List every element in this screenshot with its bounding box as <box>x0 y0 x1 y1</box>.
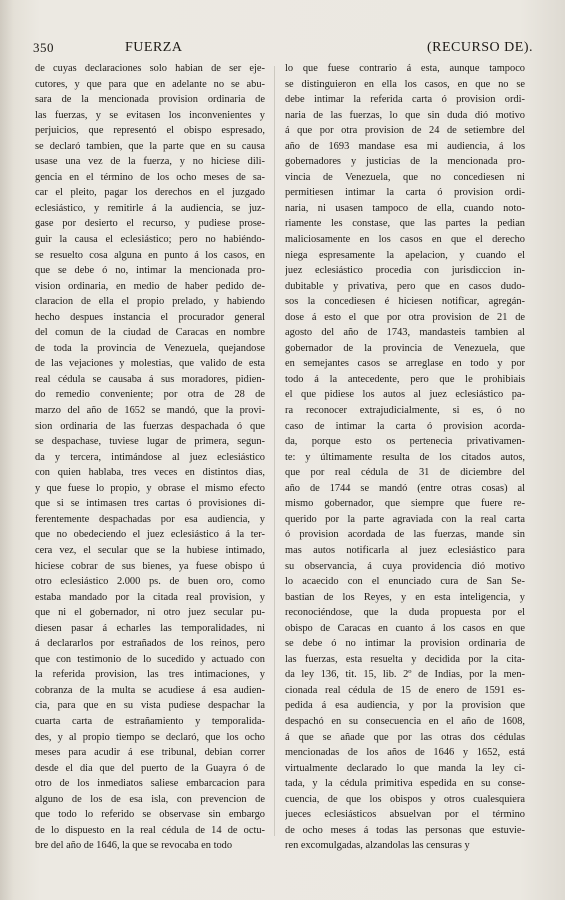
text-line: hiciese cobrar de sus bienes, ya fuese obispo ú <box>35 560 265 572</box>
text-line: del comun de la ciudad de Caracas en nombre <box>35 327 265 339</box>
text-line: año de 1693 mandase esa mi audiencia, á los <box>285 140 525 152</box>
text-line: con quien hablaba, tres veces en distintos dias, <box>35 467 265 479</box>
text-line: naria, ni usasen tampoco de ella, cuando noto- <box>285 202 525 214</box>
text-line: se resuelto cosa alguna en punto á los casos, en <box>35 249 265 261</box>
text-line: ó provision acordada de las fuerzas, mande sin <box>285 529 525 541</box>
text-line: se debe ó no intimar la provision ordinaria de <box>285 638 525 650</box>
text-line: dubitable y privativa, pero que en casos dudo- <box>285 280 525 292</box>
page-header <box>33 40 533 58</box>
text-line: reconociéndose, que la duda propuesta por el <box>285 607 525 619</box>
text-line: agosto del año de 1743, mandasteis tambien al <box>285 327 525 339</box>
text-line: su observancia, á cuya providencia dió motivo <box>285 560 525 572</box>
right-text-column <box>285 61 525 854</box>
text-line: diesen pasar á echarles las temporalidades, ni <box>35 622 265 634</box>
text-line: perjuicios, que representó el obispo espresado, <box>35 125 265 137</box>
text-line: que si se intimasen tres cartas ó provisiones di- <box>35 498 265 510</box>
text-line: juez eclesiástico procedia con jurisdiccion in- <box>285 265 525 277</box>
text-line: naria de las fuerzas, lo que sin duda dió motivo <box>285 109 525 121</box>
text-line: vision ordinaria, en medio de haber pedido de- <box>35 280 265 292</box>
text-line: querido por la parte agraviada con la real carta <box>285 513 525 525</box>
text-line: jueces eclesiásticos absuelvan por el término <box>285 809 525 821</box>
text-line: da, porque esto os pertenecia privativamen- <box>285 436 525 448</box>
text-line: despachó en su consecuencia en el año de 1608, <box>285 715 525 727</box>
text-line: año de 1744 se mandó (entre otras cosas) al <box>285 482 525 494</box>
text-line: dose á esto el que por otra provision de 21 de <box>285 311 525 323</box>
text-line: tada, y la cédula primitiva espedida en su conse- <box>285 778 525 790</box>
column-divider <box>274 66 275 836</box>
page-number: 350 <box>33 40 54 55</box>
text-line: que todo lo referido se observase sin embargo <box>35 809 265 821</box>
text-line: marzo del año de 1652 se mandó, que la provi- <box>35 405 265 417</box>
text-line: ferentemente despachadas por esa audiencia, y <box>35 513 265 525</box>
text-line: que con testimonio de lo sucedido y actuado con <box>35 653 265 665</box>
text-line: alguno de los de esa isla, con prevencion de <box>35 793 265 805</box>
text-line: á que se añade que por las otras dos cédulas <box>285 731 525 743</box>
running-title: FUERZA <box>125 40 183 55</box>
text-line: se distinguieron en ella los casos, en que no se <box>285 78 525 90</box>
text-line: que por real cédula de 31 de diciembre del <box>285 467 525 479</box>
text-line: da ley 136, tit. 15, lib. 2º de Indias, por la men- <box>285 669 525 681</box>
text-line: gencia en el término de los ocho meses de sa- <box>35 171 265 183</box>
text-line: claracion de ella el propio prelado, y habiendo <box>35 296 265 308</box>
text-line: mismo gobernador, que siempre que fuere re- <box>285 498 525 510</box>
text-line: mas autos notificarla al juez eclesiástico para <box>285 544 525 556</box>
text-line: virtualmente declarado lo que manda la ley ci- <box>285 762 525 774</box>
text-line: bre del año de 1646, la que se revocaba en todo <box>35 840 233 852</box>
text-line: la referida provision, las tres intimaciones, y <box>35 669 265 681</box>
text-line: mencionadas de los años de 1646 y 1652, está <box>285 747 525 759</box>
text-line: ra reconocer extrajudicialmente, si es, ó no <box>285 405 525 417</box>
text-line: real cédula se causaba á sus moradores, pidien- <box>35 373 265 385</box>
section-title: (RECURSO DE). <box>426 40 533 55</box>
text-line: riamente les constase, que las partes la pedian <box>285 218 525 230</box>
text-line: á declararlos por estrañados de los reinos, pero <box>35 638 265 650</box>
text-line: de las vejaciones y molestias, que valido de esta <box>35 358 265 370</box>
text-line: ren excomulgadas, alzandolas las censuras y <box>285 840 470 852</box>
text-line: sos la concediesen é hiciesen notificar, agregán- <box>285 296 525 308</box>
text-line: des, y al propio tiempo se declaró, que los ocho <box>35 731 265 743</box>
text-line: y que fuese lo propio, y obrase el mismo efecto <box>35 482 265 494</box>
text-line: de ocho meses á todas las personas que estuvie- <box>285 824 525 836</box>
text-line: desde el dia que del puerto de la Guayra ó de <box>35 762 265 774</box>
text-line: caso de intimar la carta ó provision acorda- <box>285 420 525 432</box>
text-line: da y tercera, intimándose al juez eclesiástico <box>35 451 265 463</box>
text-line: cobranza de la multa se acudiese á esa audien- <box>35 684 265 696</box>
text-line: bastian de los Reyes, y en esta inteligencia, y <box>285 591 525 603</box>
text-line: cuarta carta de estrañamiento y temporalida- <box>35 715 265 727</box>
text-line: niega espresamente la apelacion, y cuando el <box>285 249 525 261</box>
text-line: sion ordinaria de las fuerzas despachada ó que <box>35 420 265 432</box>
text-line: lo acaecido con el enunciado cura de San Se- <box>285 576 525 588</box>
text-line: debe intimar la referida carta ó provision ordi- <box>285 94 525 106</box>
text-line: que ni el gobernador, ni otro juez secular pu- <box>35 607 265 619</box>
text-line: las fuerzas, esta resuelta y decidida por la cita- <box>285 653 525 665</box>
text-line: pedida á esa audiencia, y por la provision que <box>285 700 525 712</box>
text-line: car el pleito, pagar los derechos en el juzgado <box>35 187 265 199</box>
text-line: en semejantes casos se arreglase en todo y por <box>285 358 525 370</box>
text-line: cutores, y que para que en adelante no se abu- <box>35 78 265 90</box>
text-line: estaba mandado por la citada real provision, y <box>35 591 265 603</box>
text-line: sara de la mencionada provision ordinaria de <box>35 94 265 106</box>
text-line: gase por desierto el recurso, y pudiese prose- <box>35 218 265 230</box>
text-line: cia, para que en su vista pudiese despachar la <box>35 700 265 712</box>
text-line: cera vez, el secular que se la hubiese intimado, <box>35 544 265 556</box>
text-line: vincia de Venezuela, que no concediesen ni <box>285 171 525 183</box>
left-text-column <box>35 61 265 854</box>
text-line: te: y últimamente resulta de los citados autos, <box>285 451 525 463</box>
text-line: de cuyas declaraciones solo habian de ser eje- <box>35 63 265 74</box>
text-line: otro de los inmediatos saliese embarcacion para <box>35 778 265 790</box>
text-line: hecho despues instancia el procurador general <box>35 311 265 323</box>
text-line: usase una vez de la fuerza, y no hiciese dili- <box>35 156 265 168</box>
text-line: maliciosamente en los casos en que el derecho <box>285 234 525 246</box>
text-line: que no obedeciendo el juez eclesiástico á la ter- <box>35 529 265 541</box>
text-line: permitiesen intimar la carta ó provision ordi- <box>285 187 525 199</box>
text-line: guir la causa el eclesiástico; pero no habiéndo- <box>35 234 265 246</box>
text-line: cionada real cédula de 15 de enero de 1591 es- <box>285 684 525 696</box>
text-line: meses para acudir á ese tribunal, debian correr <box>35 747 265 759</box>
text-line: de lo dispuesto en la real cédula de 14 de octu- <box>35 824 265 836</box>
text-line: á que por otra provision de 24 de setiembre del <box>285 125 525 137</box>
text-line: gobernador de la provincia de Venezuela, que <box>285 342 525 354</box>
text-line: que se debe ó no, intimar la mencionada pro- <box>35 265 265 277</box>
text-line: gobernadores y justicias de la mencionada pro- <box>285 156 525 168</box>
text-line: lo que fuese contrario á esta, aunque tampoco <box>285 63 525 74</box>
text-line: otro eclesiástico 2.000 ps. de buen oro, como <box>35 576 265 588</box>
text-line: el que pidiese los autos al juez eclesiástico pa- <box>285 389 525 401</box>
text-line: obispo de Caracas en cuanto á los casos en que <box>285 622 525 634</box>
text-line: todo á la antecedente, pero que le prohibiais <box>285 373 525 385</box>
text-line: de toda la provincia de Venezuela, quejandose <box>35 342 265 354</box>
text-line: eclesiástico, y remitirle á la audiencia, se juz- <box>35 202 265 214</box>
text-line: se declaró tambien, que la parte que en su causa <box>35 140 265 152</box>
text-line: cuencia, de que los obispos y otros cualesquiera <box>285 793 525 805</box>
text-line: do remedio conveniente; por otra de 28 de <box>35 389 265 401</box>
text-line: se despachase, tuviese lugar de primera, segun- <box>35 436 265 448</box>
text-line: las fuerzas, y se evitasen los inconvenientes y <box>35 109 265 121</box>
